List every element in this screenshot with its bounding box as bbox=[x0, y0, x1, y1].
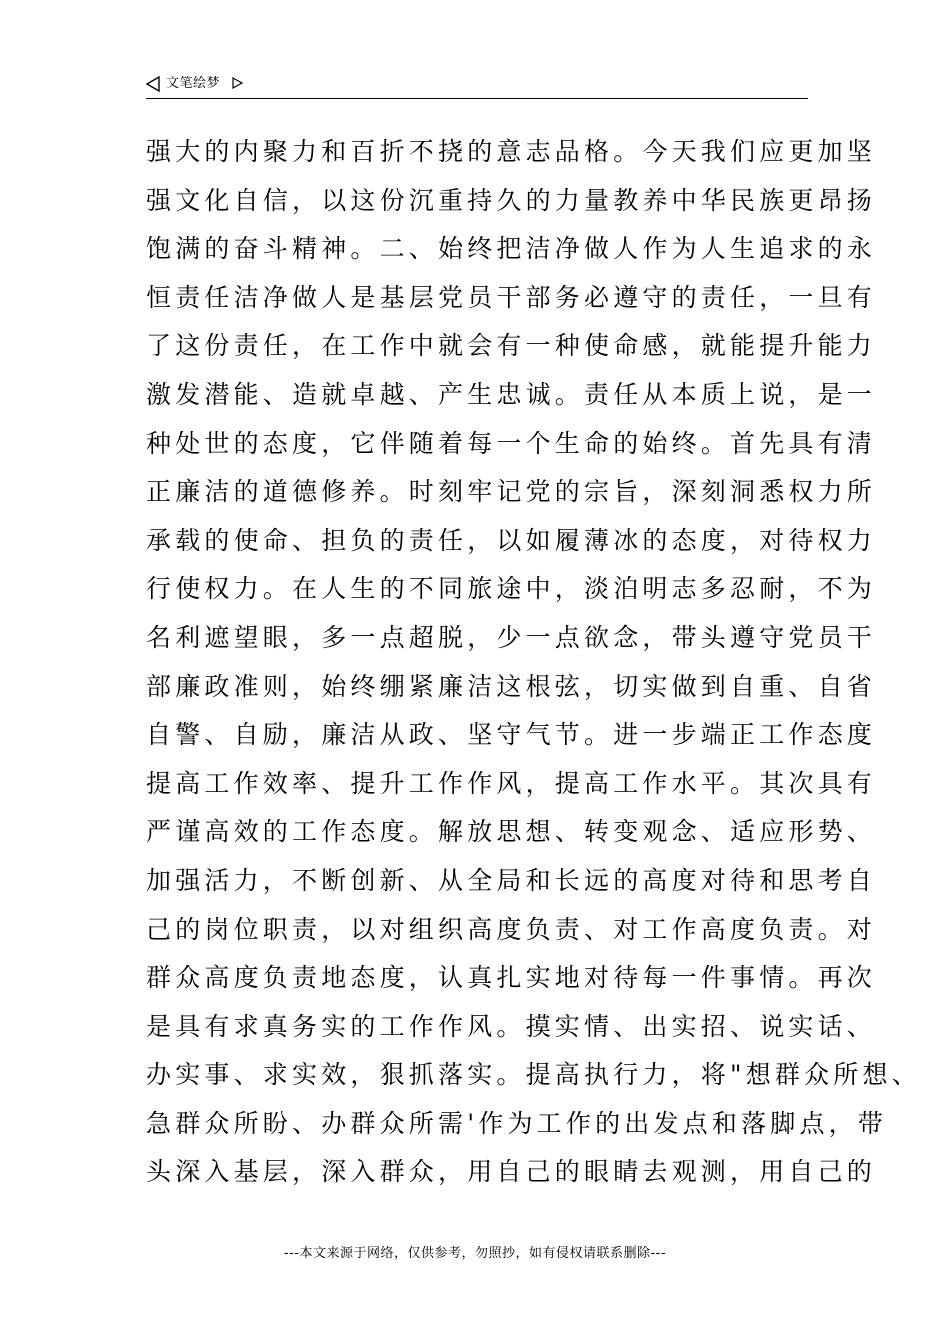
text-line: 恒责任洁净做人是基层党员干部务必遵守的责任，一旦有 bbox=[146, 282, 877, 312]
text-line: 了这份责任，在工作中就会有一种使命感，就能提升能力 bbox=[146, 331, 877, 361]
page-footer: ---本文来源于网络，仅供参考，勿照抄，如有侵权请联系删除--- bbox=[283, 1246, 667, 1261]
text-line: 自警、自励，廉洁从政、坚守气节。进一步端正工作态度 bbox=[146, 720, 877, 750]
text-line: 名利遮望眼，多一点超脱，少一点欲念，带头遵守党员干 bbox=[146, 622, 877, 652]
text-line: 己的岗位职责，以对组织高度负责、对工作高度负责。对 bbox=[146, 914, 877, 944]
header-title: 文笔绘梦 bbox=[166, 76, 221, 91]
text-line: 饱满的奋斗精神。二、始终把洁净做人作为人生追求的永 bbox=[146, 234, 877, 264]
text-line: 是具有求真务实的工作作风。摸实情、出实招、说实话、 bbox=[146, 1011, 877, 1041]
text-line: 急群众所盼、办群众所需'作为工作的出发点和落脚点，带 bbox=[146, 1108, 888, 1138]
text-line: 办实事、求实效，狠抓落实。提高执行力，将"想群众所想、 bbox=[146, 1060, 921, 1090]
text-line: 正廉洁的道德修养。时刻牢记党的宗旨，深刻洞悉权力所 bbox=[146, 477, 877, 507]
text-line: 部廉政准则，始终绷紧廉洁这根弦，切实做到自重、自省 bbox=[146, 671, 877, 701]
text-line: 提高工作效率、提升工作作风，提高工作水平。其次具有 bbox=[146, 768, 877, 798]
text-line: 激发潜能、造就卓越、产生忠诚。责任从本质上说，是一 bbox=[146, 379, 877, 409]
text-line: 种处世的态度，它伴随着每一个生命的始终。首先具有清 bbox=[146, 428, 877, 458]
triangle-left-icon bbox=[146, 76, 160, 92]
text-line: 行使权力。在人生的不同旅途中，淡泊明志多忍耐，不为 bbox=[146, 574, 877, 604]
text-line: 承载的使命、担负的责任，以如履薄冰的态度，对待权力 bbox=[146, 525, 877, 555]
text-line: 群众高度负责地态度，认真扎实地对待每一件事情。再次 bbox=[146, 963, 877, 993]
text-line: 严谨高效的工作态度。解放思想、转变观念、适应形势、 bbox=[146, 817, 877, 847]
document-body bbox=[146, 128, 921, 1197]
text-line: 强大的内聚力和百折不挠的意志品格。今天我们应更加坚 bbox=[146, 137, 877, 166]
text-line: 强文化自信，以这份沉重持久的力量教养中华民族更昂扬 bbox=[146, 185, 877, 215]
page-header bbox=[146, 74, 808, 99]
text-line: 头深入基层，深入群众，用自己的眼睛去观测，用自己的 bbox=[146, 1157, 877, 1187]
triangle-right-icon bbox=[232, 77, 243, 89]
text-line: 加强活力，不断创新、从全局和长远的高度对待和思考自 bbox=[146, 865, 877, 895]
